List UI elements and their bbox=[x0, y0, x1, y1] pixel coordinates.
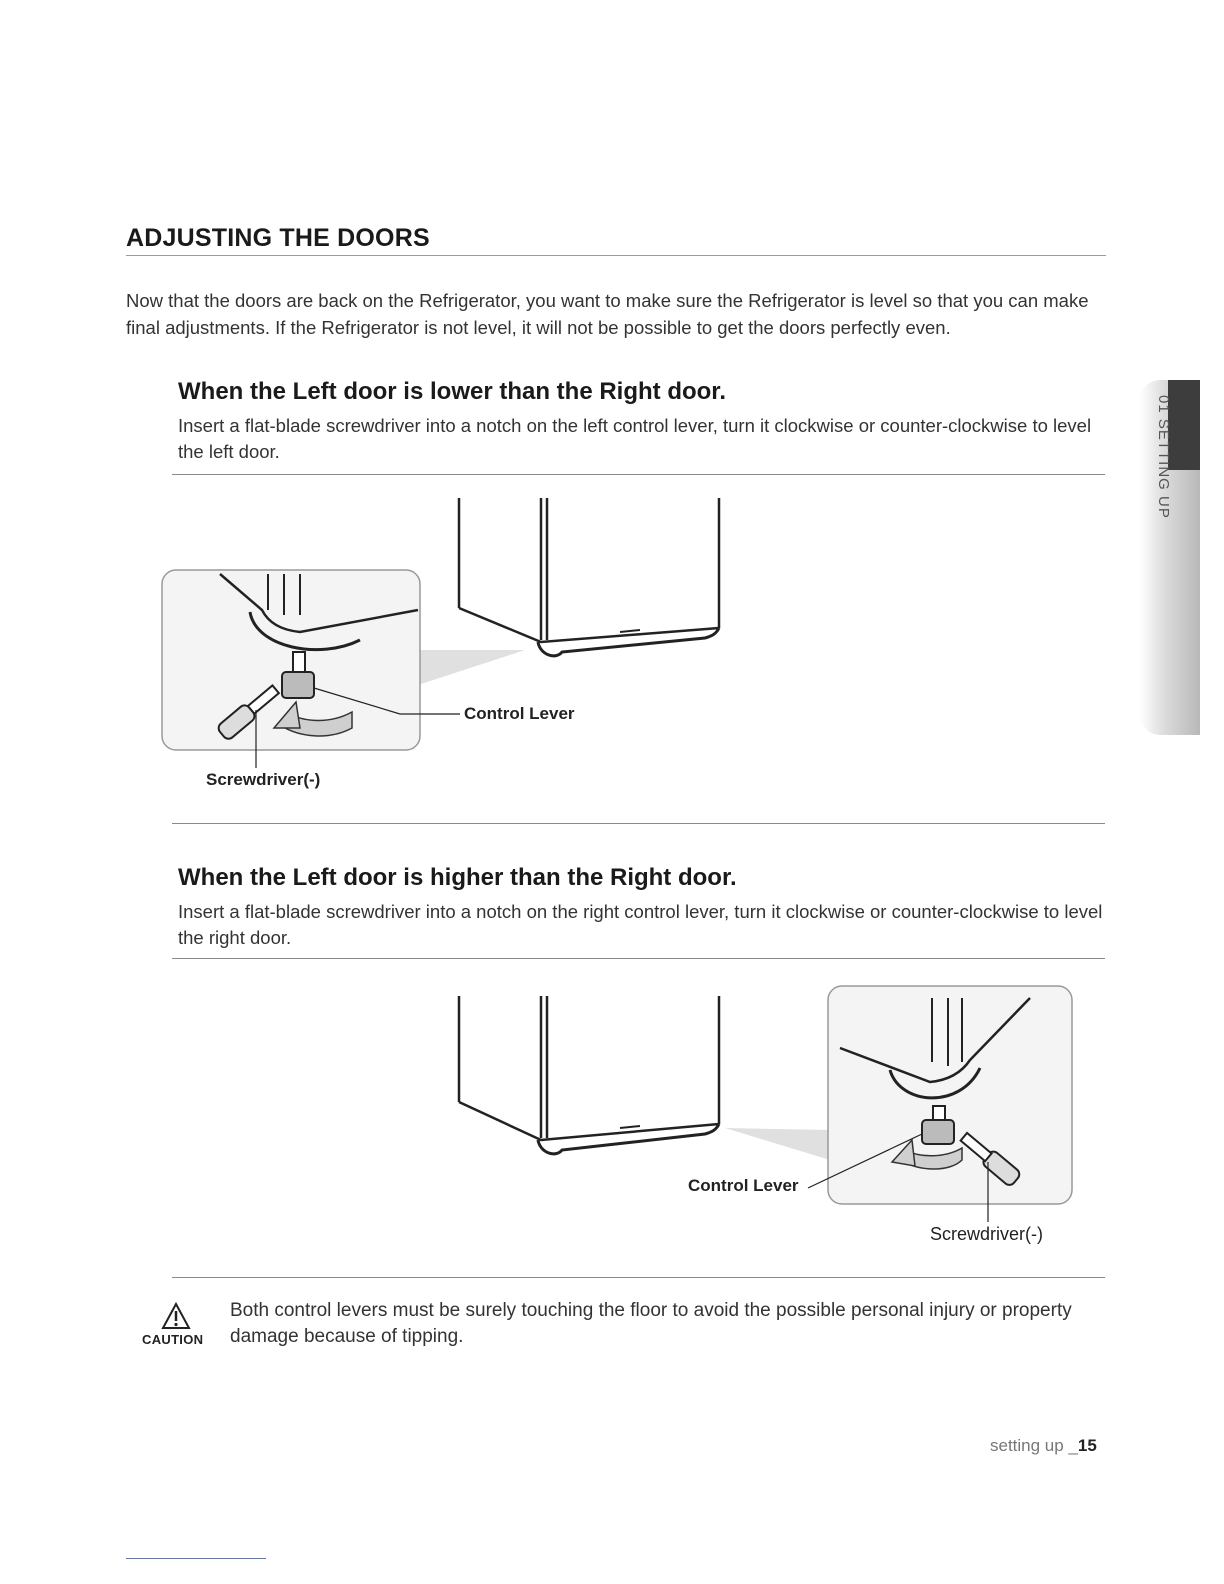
figure-2-control-lever-label: Control Lever bbox=[688, 1176, 799, 1195]
caution-text: Both control levers must be surely touching the floor to avoid the possible personal injury or property damage because of tipping. bbox=[230, 1300, 1072, 1347]
figure-2-zoom-beam bbox=[725, 1128, 830, 1160]
side-tab-marker bbox=[1168, 380, 1200, 470]
footer-section-label: setting up _ bbox=[990, 1436, 1078, 1455]
section-title: ADJUSTING THE DOORS bbox=[126, 224, 1106, 256]
figure-1-refrigerator bbox=[459, 498, 719, 656]
subsection-2-title: When the Left door is higher than the Right door. bbox=[178, 864, 737, 891]
caution-label: CAUTION bbox=[142, 1332, 204, 1347]
subsection-1-top-rule bbox=[172, 474, 1105, 475]
figure-2-screwdriver-label: Screwdriver(-) bbox=[930, 1224, 1044, 1244]
subsection-1-title: When the Left door is lower than the Right door. bbox=[178, 378, 726, 405]
bottom-rule bbox=[126, 1558, 266, 1559]
subsection-2-top-rule bbox=[172, 823, 1105, 824]
side-tab-label: 01 SETTING UP bbox=[1155, 395, 1172, 519]
page-number: 15 bbox=[1077, 1436, 1097, 1455]
page-footer bbox=[990, 1436, 1097, 1456]
figure-2-lever-leader bbox=[808, 1134, 922, 1188]
figure-2-zoom-inset bbox=[828, 986, 1072, 1204]
subsection-2-bottom-rule bbox=[172, 958, 1105, 959]
figure-2-refrigerator bbox=[459, 996, 719, 1154]
caution-triangle-icon bbox=[161, 1302, 191, 1330]
figure-1-control-lever-label: Control Lever bbox=[464, 704, 575, 723]
figure-1-zoom-beam bbox=[418, 650, 525, 685]
caution-top-rule bbox=[172, 1277, 1105, 1278]
figure-1-screwdriver-label: Screwdriver(-) bbox=[206, 770, 321, 789]
intro-paragraph: Now that the doors are back on the Refrigerator, you want to make sure the Refrigerator is level so that you can make final adjustments. If the Refrigerator is not level, it will not be possible to get the doors perfectly even. bbox=[126, 290, 1089, 338]
figure-1-zoom-inset bbox=[162, 570, 420, 750]
figure-1-lever-leader bbox=[314, 688, 400, 714]
subsection-2-text: Insert a flat-blade screwdriver into a notch on the right control lever, turn it clockwise or counter-clockwise to level the right door. bbox=[178, 901, 1103, 948]
subsection-1-text: Insert a flat-blade screwdriver into a notch on the left control lever, turn it clockwise or counter-clockwise to level the left door. bbox=[178, 415, 1092, 462]
